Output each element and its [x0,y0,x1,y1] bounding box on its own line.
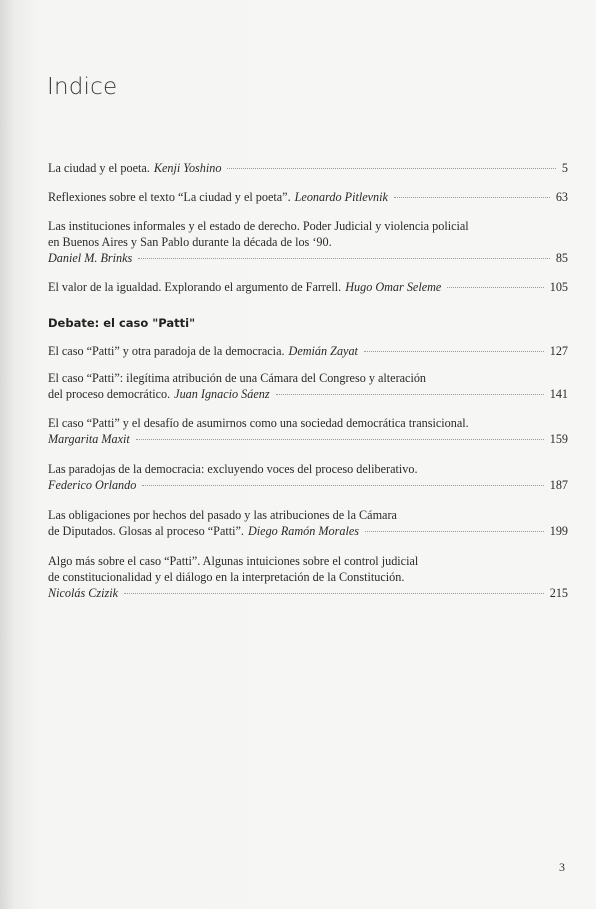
entry-title: del proceso democrático. [48,387,171,401]
entry-page: 5 [561,161,568,175]
entry-title-line: Las obligaciones por hechos del pasado y las atribuciones de la Cámara [48,508,397,522]
entry-title-line: de constitucionalidad y el diálogo en la interpretación de la Constitución. [48,570,405,584]
entry-author: Kenji Yoshino [153,161,222,175]
dot-leader [142,485,543,486]
entry-author: Diego Ramón Morales [247,524,360,538]
entry-title-line: Algo más sobre el caso “Patti”. Algunas intuiciones sobre el control judicial [48,554,419,568]
entry-page: 63 [555,190,568,204]
dot-leader [394,197,550,198]
section-heading: Debate: el caso "Patti" [48,316,196,330]
toc-entry[interactable] [48,279,568,295]
page-title: Indice [47,74,118,100]
entry-title: El caso “Patti” y otra paradoja de la democracia. [48,344,285,358]
dot-leader [364,351,544,352]
entry-title: El valor de la igualdad. Explorando el argumento de Farrell. [48,280,342,294]
entry-title-line: El caso “Patti” y el desafío de asumirnos como una sociedad democrática transicional. [48,416,469,430]
toc-entry[interactable] [48,507,568,539]
dot-leader [136,439,544,440]
toc-entry[interactable] [48,415,568,447]
entry-page: 199 [549,524,568,538]
entry-title-line: El caso “Patti”: ilegítima atribución de una Cámara del Congreso y alteración [48,371,427,385]
toc-entry[interactable] [48,160,568,176]
entry-author: Daniel M. Brinks [48,251,133,265]
page-number: 3 [559,860,565,874]
entry-title-line: Las paradojas de la democracia: excluyendo voces del proceso deliberativo. [48,462,418,476]
toc-entry[interactable] [48,553,568,601]
dot-leader [124,593,544,594]
dot-leader [138,258,550,259]
entry-title-line: Las instituciones informales y el estado de derecho. Poder Judicial y violencia policial [48,219,469,233]
dot-leader [365,531,544,532]
entry-page: 187 [549,478,568,492]
entry-page: 215 [549,586,568,600]
entry-page: 85 [555,251,568,265]
entry-title-line: en Buenos Aires y San Pablo durante la década de los ‘90. [48,235,332,249]
entry-author: Federico Orlando [48,478,137,492]
entry-page: 105 [549,280,568,294]
entry-author: Margarita Maxit [48,432,130,446]
entry-page: 141 [549,387,568,401]
entry-page: 127 [549,344,568,358]
entry-author: Leonardo Pitlevnik [294,190,388,204]
entry-author: Hugo Omar Seleme [345,280,442,294]
dot-leader [276,394,544,395]
entry-title: de Diputados. Glosas al proceso “Patti”. [48,524,244,538]
entry-author: Juan Ignacio Sáenz [174,387,270,401]
dot-leader [227,168,555,169]
entry-author: Nicolás Czizik [48,586,119,600]
toc-entry[interactable] [48,189,568,205]
entry-author: Demián Zayat [288,344,358,358]
toc-entry[interactable] [48,370,568,402]
toc-entry[interactable] [48,218,568,266]
toc-entry[interactable] [48,343,568,359]
toc-entry[interactable] [48,461,568,493]
entry-page: 159 [549,432,568,446]
entry-title: Reflexiones sobre el texto “La ciudad y el poeta”. [48,190,291,204]
dot-leader [447,287,543,288]
entry-title: La ciudad y el poeta. [48,161,150,175]
